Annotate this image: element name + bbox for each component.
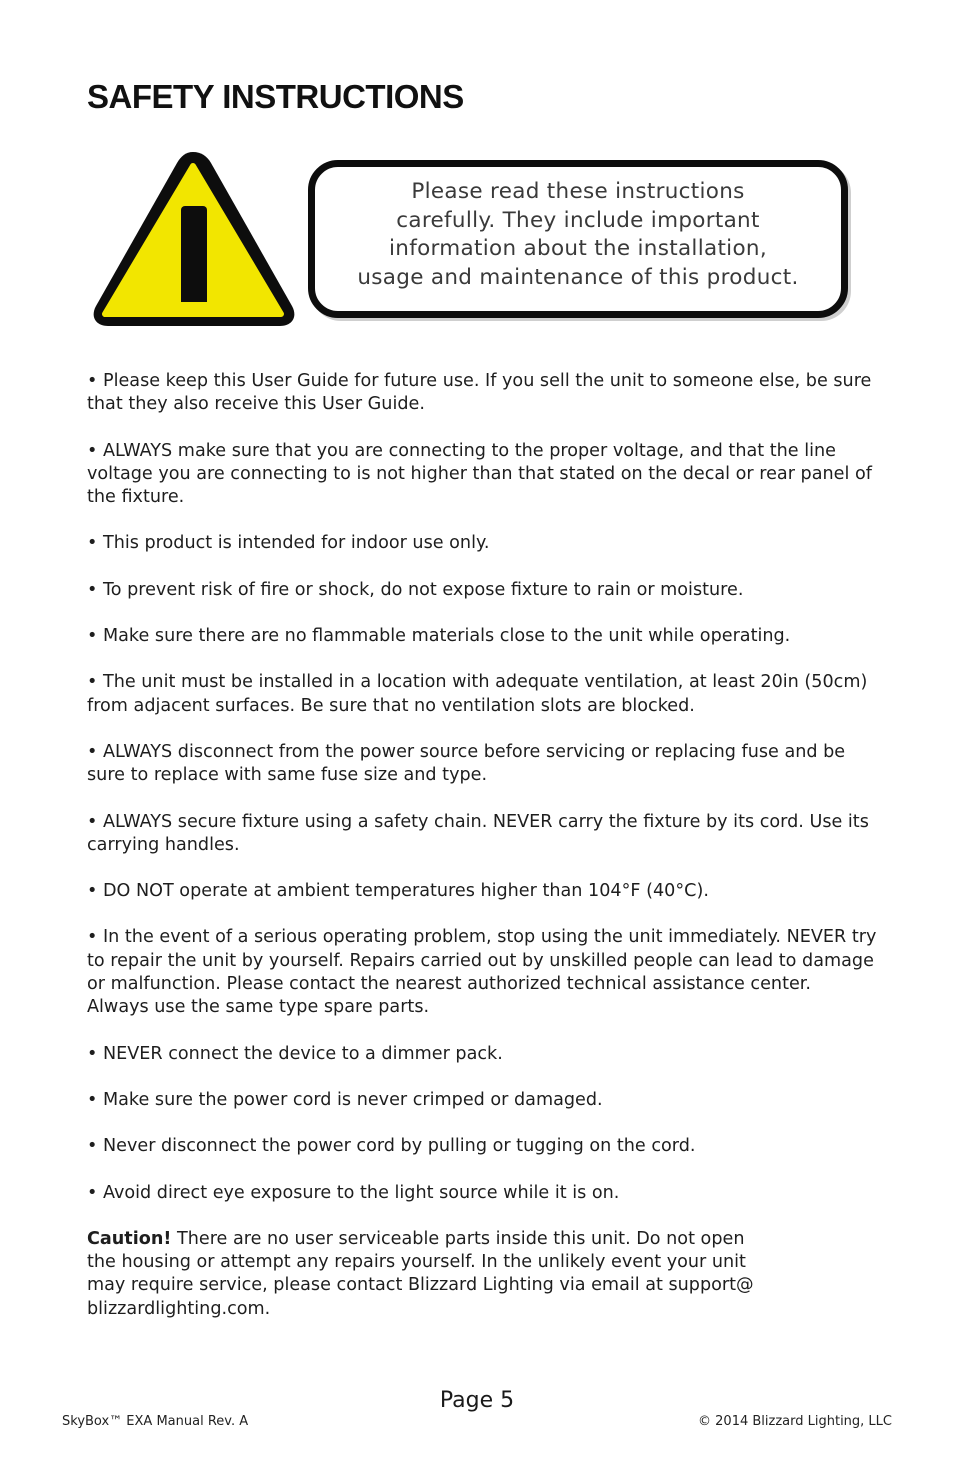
safety-instructions-list	[87, 370, 877, 1344]
caution-text: blizzardlighting.com.	[87, 1298, 271, 1319]
footer-copyright: © 2014 Blizzard Lighting, LLC	[698, 1414, 892, 1429]
instruction-item: • The unit must be installed in a location with adequate ventilation, at least 20in (50cm) from adjacent surfaces. Be sure that no ventilation slots are blocked.	[87, 672, 868, 716]
caution-text: may require service, please contact Blizzard Lighting via email at support@	[87, 1275, 754, 1296]
instruction-item: • Never disconnect the power cord by pulling or tugging on the cord.	[87, 1136, 696, 1157]
instruction-item: • Please keep this User Guide for future use. If you sell the unit to someone else, be sure that they also receive this User Guide.	[87, 371, 872, 415]
warning-message	[318, 178, 838, 292]
instruction-item: • Avoid direct eye exposure to the light source while it is on.	[87, 1182, 620, 1203]
instruction-item: • ALWAYS make sure that you are connecting to the proper voltage, and that the line voltage you are connecting to is not higher than that stated on the decal or rear panel of the fixture.	[87, 440, 872, 508]
caution-label: Caution!	[87, 1228, 172, 1249]
instruction-item: • To prevent risk of fire or shock, do not expose fixture to rain or moisture.	[87, 579, 744, 600]
warning-line: usage and maintenance of this product.	[357, 264, 799, 290]
instruction-item: • In the event of a serious operating problem, stop using the unit immediately. NEVER try to repair the unit by yourself. Repairs carried out by unskilled people can lead to damage or malfunction. Please contact the nearest authorized technical assistance center. Always use the same type spare parts.	[87, 927, 877, 1018]
instruction-item: • NEVER connect the device to a dimmer pack.	[87, 1043, 503, 1064]
caution-text: the housing or attempt any repairs yourself. In the unlikely event your unit	[87, 1252, 746, 1273]
warning-line: carefully. They include important	[396, 207, 760, 233]
footer-manual-title: SkyBox™ EXA Manual Rev. A	[62, 1414, 249, 1429]
instruction-item: • This product is intended for indoor use only.	[87, 533, 490, 554]
page-title: SAFETY INSTRUCTIONS	[87, 78, 464, 115]
warning-line: Please read these instructions	[411, 179, 745, 204]
instruction-item: • ALWAYS disconnect from the power source before servicing or replacing fuse and be sure to replace with same fuse size and type.	[87, 741, 846, 786]
page-number: Page 5	[439, 1388, 515, 1413]
caution-text: There are no user serviceable parts inside this unit. Do not open	[171, 1228, 745, 1249]
instruction-item: • Make sure the power cord is never crimped or damaged.	[87, 1089, 603, 1110]
instruction-item: • Make sure there are no flammable materials close to the unit while operating.	[87, 626, 791, 647]
instruction-item: • DO NOT operate at ambient temperatures higher than 104°F (40°C).	[87, 881, 709, 902]
warning-line: information about the installation,	[389, 236, 767, 261]
instruction-item: • ALWAYS secure fixture using a safety chain. NEVER carry the fixture by its cord. Use its carrying handles.	[87, 811, 869, 855]
caution-paragraph	[87, 1228, 877, 1321]
